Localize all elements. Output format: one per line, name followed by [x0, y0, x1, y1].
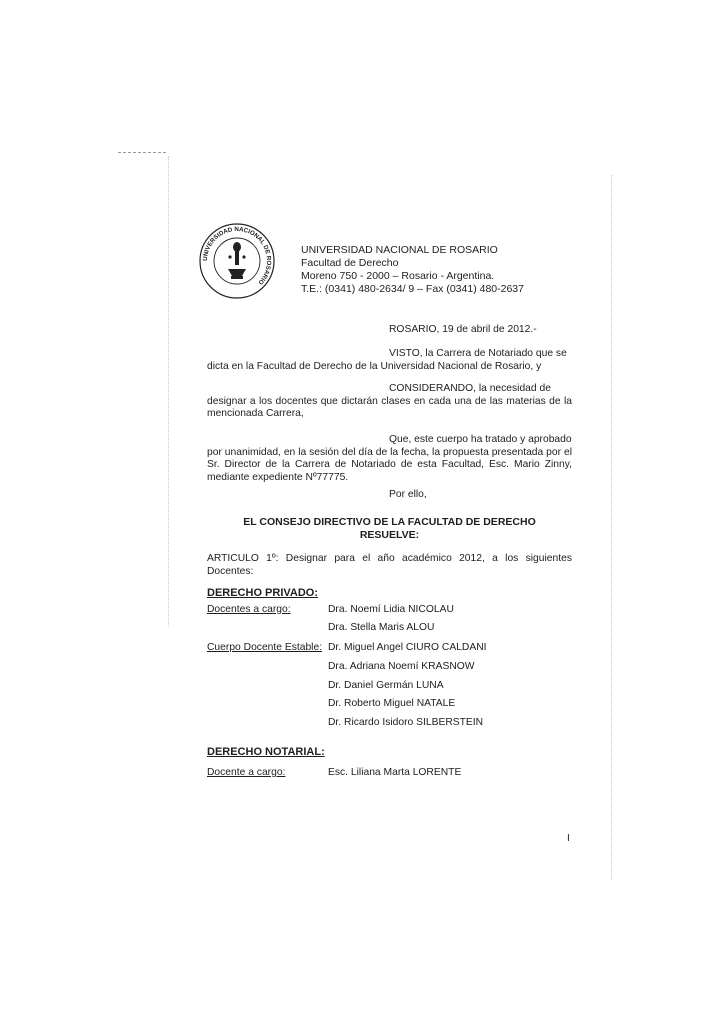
docente-name: Dr. Daniel Germán LUNA [328, 680, 444, 691]
scan-margin-line-left [168, 156, 169, 626]
faculty-name: Facultad de Derecho [301, 257, 399, 269]
que-lead: Que, este cuerpo ha tratado y aprobado [389, 434, 572, 445]
council-line-2: RESUELVE: [359, 529, 420, 541]
docente-name: Esc. Liliana Marta LORENTE [328, 767, 462, 778]
considerando-lead: CONSIDERANDO, la necesidad de [389, 383, 551, 394]
articulo-1: ARTICULO 1º: Designar para el año académico 2012, a los siguientes Docentes: [207, 553, 572, 577]
que-text: por unanimidad, en la sesión del día de la fecha, la propuesta presentada por el Sr. Director de la Carrera de Notariado de esta Facultad, Esc. Mario Zinny, mediante expediente Nº77775. [207, 446, 572, 483]
seal-lettering: UNIVERSIDAD NACIONAL DE ROSARIO [201, 225, 273, 286]
university-name: UNIVERSIDAD NACIONAL DE ROSARIO [301, 244, 498, 256]
section-title-derecho-notarial: DERECHO NOTARIAL: [207, 746, 325, 758]
docente-name: Dra. Adriana Noemí KRASNOW [328, 661, 475, 672]
university-seal [198, 222, 276, 300]
por-ello: Por ello, [389, 489, 427, 500]
role-cuerpo-docente-estable: Cuerpo Docente Estable: [207, 642, 323, 653]
docente-name: Dr. Roberto Miguel NATALE [328, 698, 456, 709]
docente-name: Dr. Ricardo Isidoro SILBERSTEIN [328, 717, 484, 728]
docente-name: Dr. Miguel Angel CIURO CALDANI [328, 642, 487, 653]
address: Moreno 750 - 2000 – Rosario - Argentina. [301, 270, 495, 282]
scan-margin-line-right [611, 175, 612, 880]
role-docentes-a-cargo: Docentes a cargo: [207, 604, 291, 615]
considerando-paragraph [207, 383, 572, 421]
docente-name: Dra. Noemí Lidia NICOLAU [328, 604, 454, 615]
visto-lead: VISTO, la Carrera de Notariado que se [389, 348, 567, 359]
visto-text: dicta en la Facultad de Derecho de la Universidad Nacional de Rosario, y [207, 360, 542, 372]
que-paragraph [207, 434, 572, 484]
visto-paragraph [207, 348, 572, 373]
role-docente-a-cargo: Docente a cargo: [207, 767, 286, 778]
phone-fax: T.E.: (0341) 480-2634/ 9 – Fax (0341) 480-2637 [301, 283, 524, 295]
section-title-derecho-privado: DERECHO PRIVADO: [207, 587, 319, 599]
page-mark: I [567, 833, 570, 844]
council-line-1: EL CONSEJO DIRECTIVO DE LA FACULTAD DE DERECHO [243, 516, 536, 528]
scan-mark-top [118, 152, 166, 153]
council-heading [207, 516, 572, 542]
docente-name: Dra. Stella Maris ALOU [328, 622, 435, 633]
letterhead [301, 244, 524, 296]
date-line: ROSARIO, 19 de abril de 2012.- [389, 324, 537, 335]
considerando-text: designar a los docentes que dictarán clases en cada una de las materias de la mencionada Carrera, [207, 395, 572, 420]
